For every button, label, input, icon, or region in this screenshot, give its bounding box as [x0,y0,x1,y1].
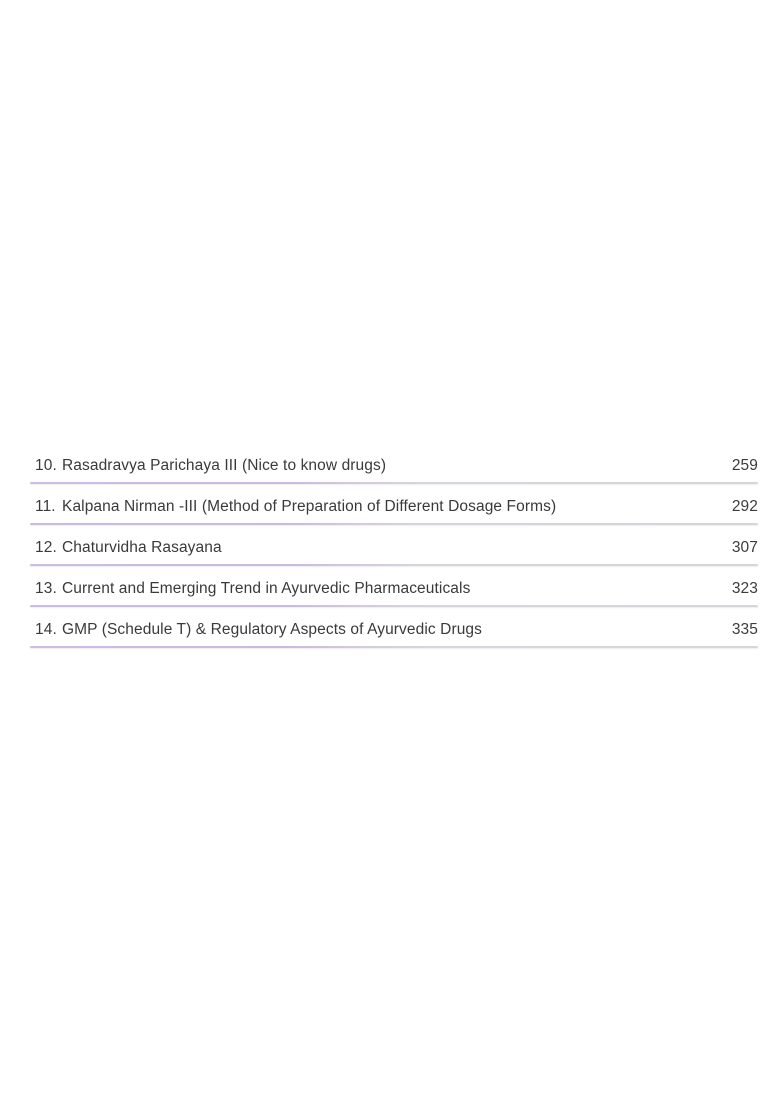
toc-entry-line [30,452,758,476]
row-divider [30,646,758,648]
chapter-title: Kalpana Nirman -III (Method of Preparation of Different Dosage Forms) [62,498,557,515]
toc-entry-line [30,493,758,517]
chapter-page-number: 335 [731,621,758,638]
toc-entry-line [30,534,758,558]
row-divider [30,523,758,525]
chapter-number: 11. [35,498,56,515]
chapter-title: Chaturvidha Rasayana [62,539,222,556]
chapter-page-number: 259 [731,457,758,474]
toc-entry [30,534,758,575]
chapter-number: 13. [35,580,57,597]
chapter-title: Current and Emerging Trend in Ayurvedic Pharmaceuticals [62,580,471,597]
chapter-page-number: 292 [731,498,758,515]
chapter-number: 14. [35,621,57,638]
chapter-title: Rasadravya Parichaya III (Nice to know drugs) [62,457,387,474]
row-divider [30,564,758,566]
row-divider [30,482,758,484]
chapter-number: 12. [35,539,57,556]
toc-entry [30,616,758,657]
toc-entry [30,575,758,616]
chapter-page-number: 323 [731,580,758,597]
chapter-title: GMP (Schedule T) & Regulatory Aspects of Ayurvedic Drugs [62,621,482,638]
toc-entry-line [30,616,758,640]
toc-entry [30,452,758,493]
table-of-contents [30,452,758,657]
row-divider [30,605,758,607]
chapter-number: 10. [35,457,57,474]
toc-entry-line [30,575,758,599]
chapter-page-number: 307 [731,539,758,556]
toc-entry [30,493,758,534]
